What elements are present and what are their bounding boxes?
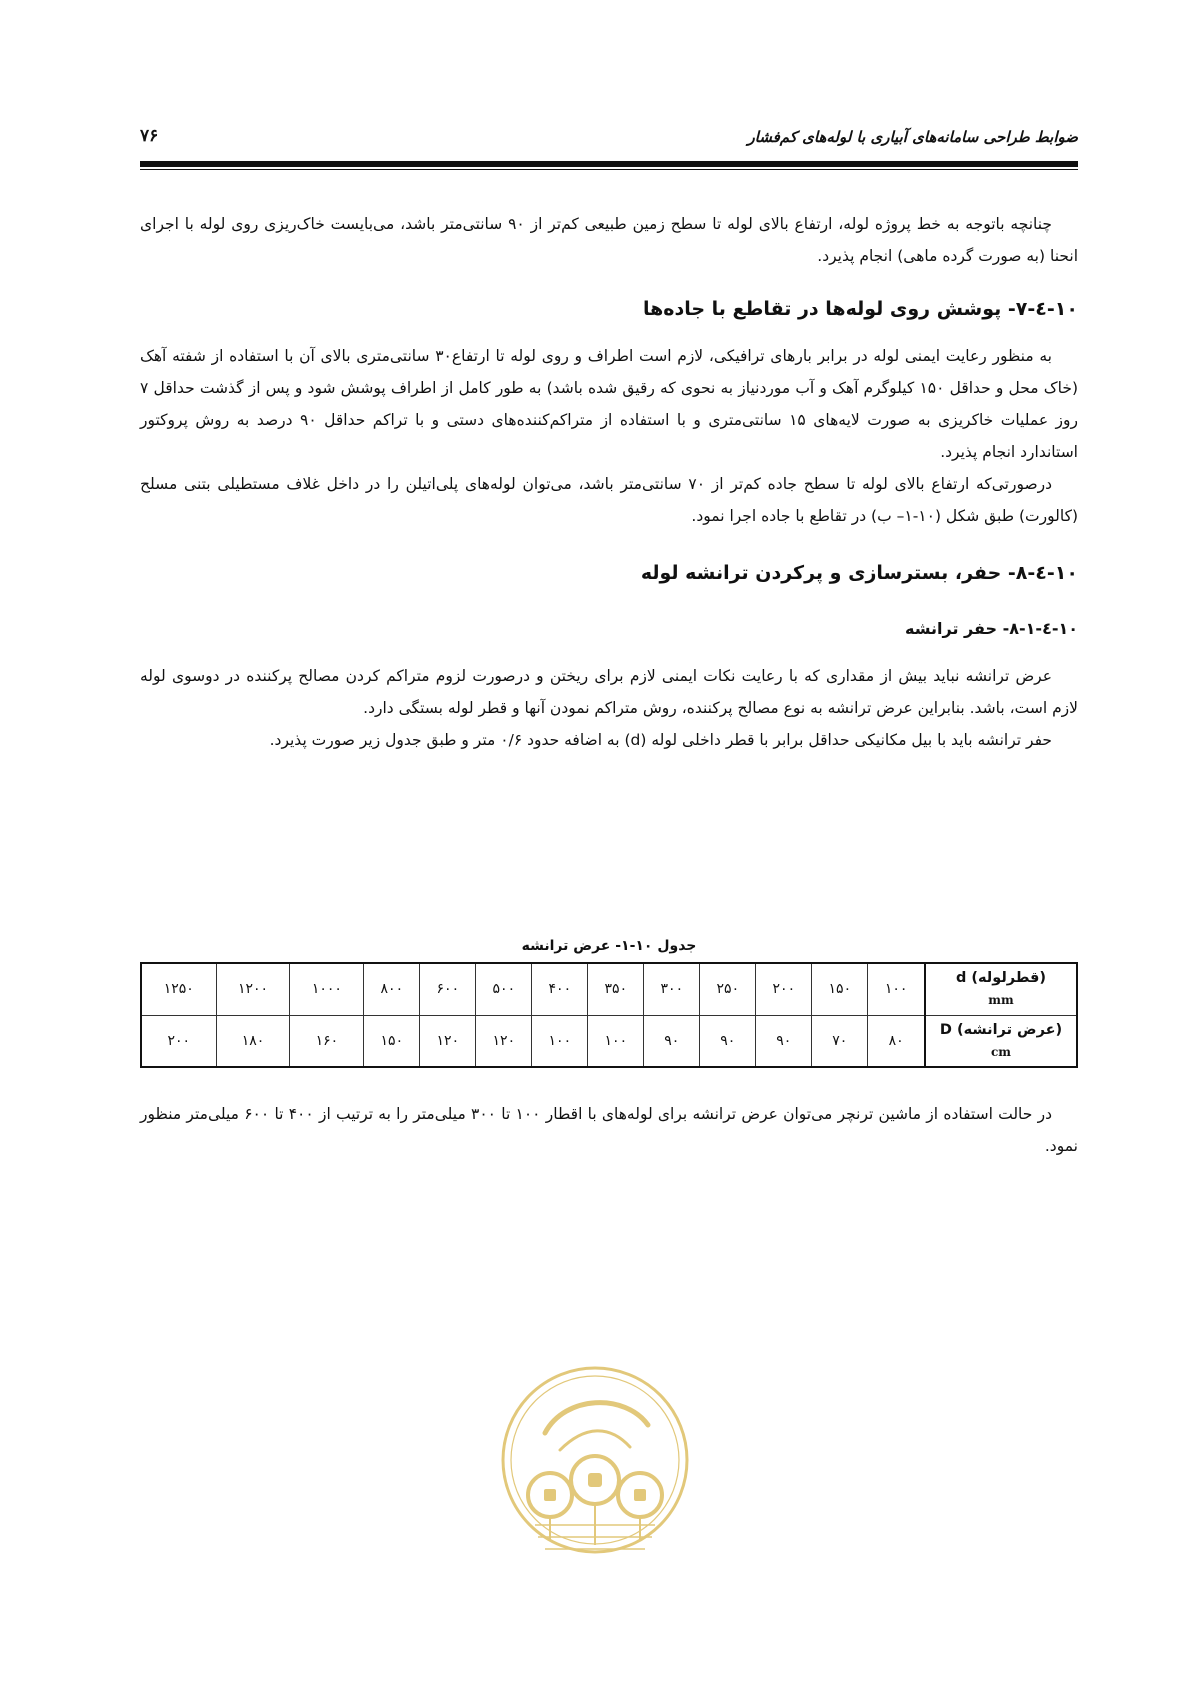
row-header-label: (عرض ترانشه) D [939, 1021, 1063, 1038]
table-cell: ۱۰۰ [868, 963, 925, 1015]
header-rule-thin [140, 169, 1078, 170]
table-caption: جدول ۱۰-۱- عرض ترانشه [521, 938, 697, 954]
table-cell: ۸۰۰ [364, 963, 420, 1015]
paragraph: درصورتی‌که ارتفاع بالای لوله تا سطح جاده کم‌تر از ۷۰ سانتی‌متر باشد، می‌توان لوله‌های پلی‌اتیلن را در داخل غلاف مستطیلی بتنی مسلح (کالورت) طبق شکل (۱۰-۱– ب) در تقاطع با جاده اجرا نمود. [140, 475, 1078, 525]
subsection-heading: ۱۰-٤-۸-۱- حفر ترانشه [905, 619, 1078, 638]
table-cell: ۱۰۰۰ [290, 963, 364, 1015]
page-number: ۷۶ [140, 126, 159, 146]
table-cell: ۱۲۰۰ [216, 963, 290, 1015]
row-header [925, 1015, 1077, 1067]
table-cell: ۲۰۰ [141, 1015, 216, 1067]
table-cell: ۳۰۰ [644, 963, 700, 1015]
row-header-unit: cm [990, 1044, 1011, 1059]
table-cell: ۱۲۰ [476, 1015, 532, 1067]
table-cell: ۹۰ [700, 1015, 756, 1067]
table-cell: ۱۵۰ [364, 1015, 420, 1067]
table-cell: ۲۵۰ [700, 963, 756, 1015]
row-header-label: (قطرلوله) d [955, 970, 1047, 987]
row-header [925, 963, 1077, 1015]
table-cell: ۱۲۵۰ [141, 963, 216, 1015]
table-cell: ۹۰ [644, 1015, 700, 1067]
table-row [141, 1015, 1077, 1067]
table-cell: ۵۰۰ [476, 963, 532, 1015]
table-cell: ۷۰ [812, 1015, 868, 1067]
paragraph: عرض ترانشه نباید بیش از مقداری که با رعایت نکات ایمنی لازم برای ریختن و درصورت لزوم متراکم کردن مصالح پرکننده در دوسوی لوله لازم است، باشد. بنابراین عرض ترانشه به نوع مصالح پرکننده، روش متراکم نمودن آنها و قطر لوله بستگی دارد. [140, 667, 1078, 717]
row-header-unit: mm [988, 993, 1014, 1008]
table-cell: ۲۰۰ [756, 963, 812, 1015]
after-table-content [140, 1098, 1078, 1162]
running-title: ضوابط طراحی سامانه‌های آبیاری با لوله‌های کم‌فشار [747, 128, 1078, 146]
table-cell: ۱۵۰ [812, 963, 868, 1015]
table-cell: ۱۸۰ [216, 1015, 290, 1067]
page-header [140, 120, 1078, 156]
section-heading: ۱۰-٤-۷- پوشش روی لوله‌ها در تقاطع با جاده‌ها [642, 298, 1078, 320]
table-cell: ۸۰ [868, 1015, 925, 1067]
table-cell: ۱۰۰ [588, 1015, 644, 1067]
table-row [141, 963, 1077, 1015]
trench-width-table [140, 962, 1078, 1068]
table-cell: ۱۰۰ [532, 1015, 588, 1067]
seal-icon [490, 1355, 700, 1605]
paragraph: به منظور رعایت ایمنی لوله در برابر بارهای ترافیکی، لازم است اطراف و روی لوله تا ارتفاع۳۰ سانتی‌متری بالای آن با استفاده از شفته آهک (خاک محل و حداقل ۱۵۰ کیلوگرم آهک و آب موردنیاز به نحوی که رقیق شده باشد) به طور کامل از اطراف پوشش شود و پس از گذشت حداقل ۷ روز عملیات خاکریزی به صورت لایه‌های ۱۵ سانتی‌متری و با استفاده از متراکم‌کننده‌های دستی و با تراکم حداقل ۹۰ درصد به روش پروکتور استاندارد انجام پذیرد. [140, 347, 1078, 461]
paragraph: چنانچه باتوجه به خط پروژه لوله، ارتفاع بالای لوله تا سطح زمین طبیعی کم‌تر از ۹۰ سانتی‌متر باشد، می‌بایست خاک‌ریزی روی لوله با اجرای انحنا (به صورت گرده ماهی) انجام پذیرد. [140, 215, 1078, 265]
table-cell: ۱۲۰ [420, 1015, 476, 1067]
table-cell: ۴۰۰ [532, 963, 588, 1015]
watermark-logo [490, 1355, 700, 1605]
table-cell: ۶۰۰ [420, 963, 476, 1015]
paragraph: در حالت استفاده از ماشین ترنچر می‌توان عرض ترانشه برای لوله‌های با اقطار ۱۰۰ تا ۳۰۰ میلی‌متر را به ترتیب از ۴۰۰ تا ۶۰۰ میلی‌متر منظور نمود. [140, 1105, 1078, 1155]
section-heading: ۱۰-٤-۸- حفر، بسترسازی و پرکردن ترانشه لوله [640, 562, 1078, 584]
main-content [140, 208, 1078, 756]
table-cell: ۹۰ [756, 1015, 812, 1067]
table-cell: ۱۶۰ [290, 1015, 364, 1067]
paragraph: حفر ترانشه باید با بیل مکانیکی حداقل برابر با قطر داخلی لوله (d) به اضافه حدود ۰/۶ متر و طبق جدول زیر صورت پذیرد. [269, 731, 1052, 749]
header-rule [140, 161, 1078, 167]
table-cell: ۳۵۰ [588, 963, 644, 1015]
